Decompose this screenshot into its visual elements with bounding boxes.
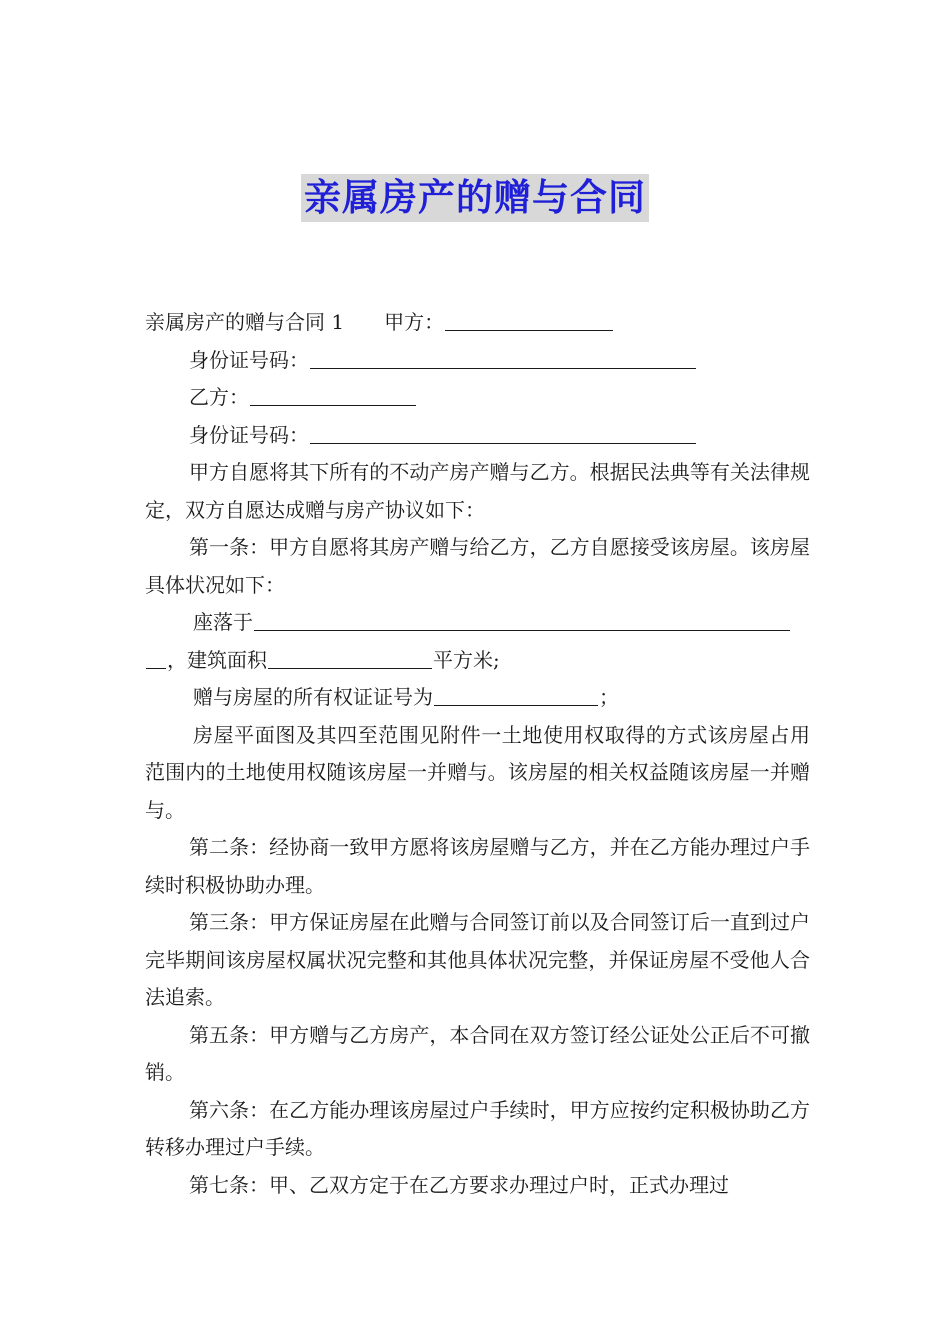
certificate-end: ； xyxy=(599,685,619,709)
location-blank-tail xyxy=(146,646,166,669)
article-2: 第二条：经协商一致甲方愿将该房屋赠与乙方，并在乙方能办理过户手续时积极协助办理。 xyxy=(145,835,810,897)
party-b-label: 乙方： xyxy=(189,385,249,409)
area-blank xyxy=(268,646,432,669)
id-line-1 xyxy=(145,342,810,380)
article-6: 第六条：在乙方能办理该房屋过户手续时，甲方应按约定积极协助乙方转移办理过户手续。 xyxy=(145,1097,810,1159)
article-3: 第三条：甲方保证房屋在此赠与合同签订前以及合同签订后一直到过户完毕期间该房屋权属状况完整和其他具体状况完整，并保证房屋不受他人合法追索。 xyxy=(145,910,810,1009)
intro-paragraph: 甲方自愿将其下所有的不动产房产赠与乙方。根据民法典等有关法律规定，双方自愿达成赠与房产协议如下： xyxy=(145,460,810,522)
contract-body xyxy=(145,304,810,1204)
area-label: ，建筑面积 xyxy=(167,647,267,672)
location-label: 座落于 xyxy=(193,610,253,634)
party-a-label: 甲方： xyxy=(384,310,445,334)
plan-paragraph: 房屋平面图及其四至范围见附件一土地使用权取得的方式该房屋占用范围内的土地使用权随该房屋一并赠与。该房屋的相关权益随该房屋一并赠与。 xyxy=(145,722,810,822)
page-title: 亲属房产的赠与合同 xyxy=(301,174,649,222)
id-blank-2 xyxy=(310,421,696,444)
article-5: 第五条：甲方赠与乙方房产，本合同在双方签订经公证处公正后不可撤销。 xyxy=(145,1022,810,1084)
id-label-1: 身份证号码： xyxy=(189,347,309,372)
party-b-line xyxy=(145,379,810,417)
id-label-2: 身份证号码： xyxy=(189,422,309,447)
location-line xyxy=(145,604,810,642)
certificate-line xyxy=(145,679,810,717)
area-line xyxy=(145,642,810,680)
contract-name: 亲属房产的赠与合同 1 xyxy=(145,310,345,334)
area-unit: 平方米; xyxy=(433,647,500,672)
party-a-blank xyxy=(445,308,613,331)
id-blank-1 xyxy=(310,346,696,369)
heading-line xyxy=(145,304,810,342)
certificate-label: 赠与房屋的所有权证证号为 xyxy=(193,685,433,709)
id-line-2 xyxy=(145,417,810,455)
certificate-blank xyxy=(434,683,598,706)
article-7: 第七条：甲、乙双方定于在乙方要求办理过户时，正式办理过 xyxy=(189,1172,729,1197)
party-b-blank xyxy=(250,383,416,406)
article-1: 第一条：甲方自愿将其房产赠与给乙方，乙方自愿接受该房屋。该房屋具体状况如下： xyxy=(145,535,810,597)
location-blank xyxy=(254,608,790,631)
title-wrapper xyxy=(0,174,950,222)
